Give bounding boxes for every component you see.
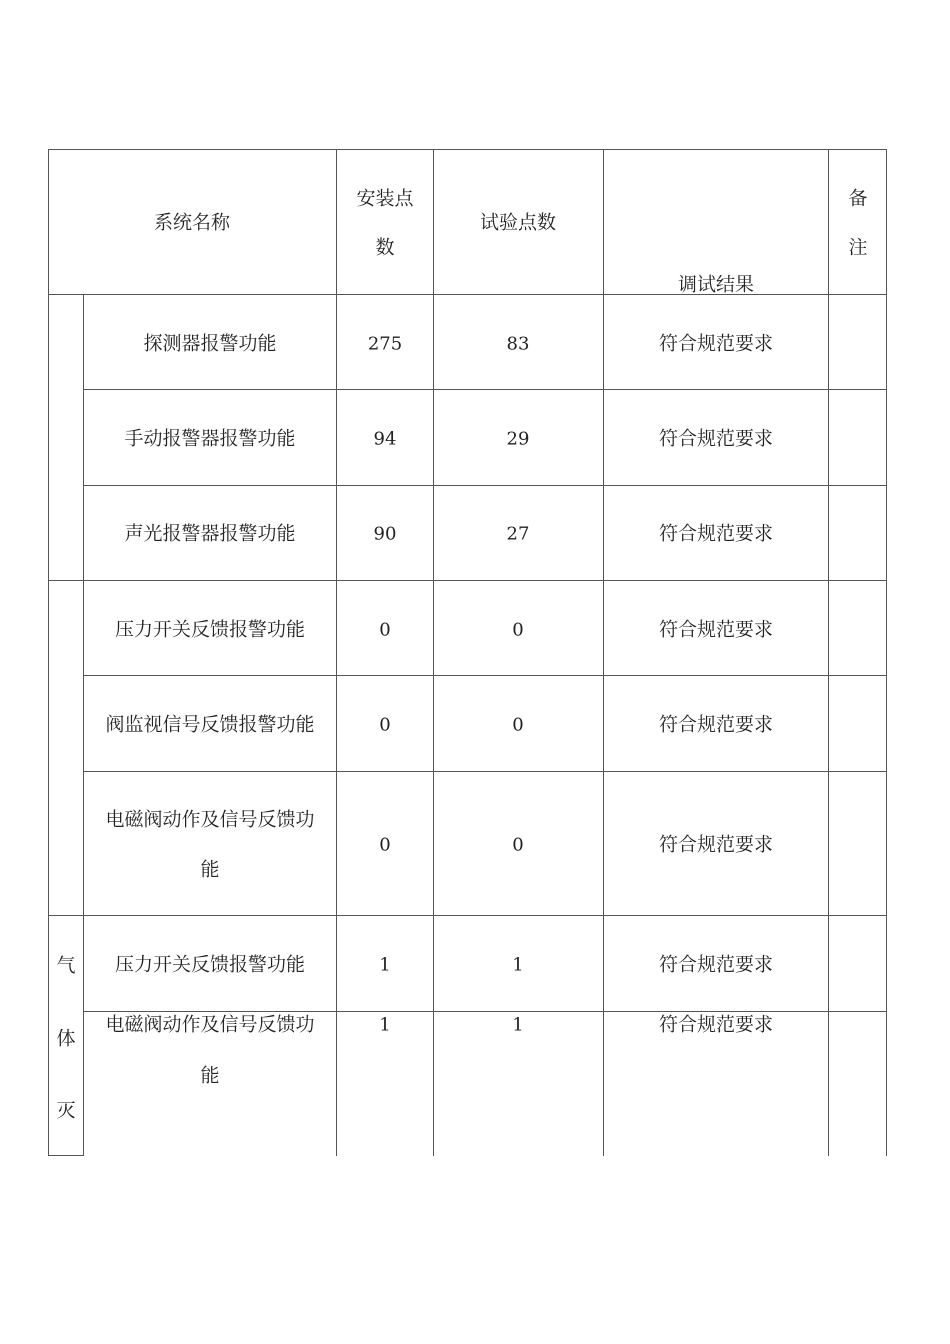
- name-column-line: [336, 149, 337, 1156]
- row-test-count: 1: [512, 954, 524, 976]
- row-name-line1: 电磁阀动作及信号反馈功: [105, 808, 315, 831]
- row-divider: [83, 485, 887, 486]
- row-divider: [83, 389, 887, 390]
- group-label: 气: [56, 954, 76, 977]
- header-system-name: 系统名称: [153, 211, 231, 234]
- row-install-count: 94: [373, 428, 397, 450]
- row-name-line2: 能: [200, 858, 220, 881]
- row-result: 符合规范要求: [658, 1013, 774, 1036]
- row-result: 符合规范要求: [658, 522, 774, 545]
- row-result: 符合规范要求: [658, 427, 774, 450]
- install-column-line: [433, 149, 434, 1156]
- row-test-count: 27: [506, 523, 530, 545]
- row-install-count: 90: [373, 523, 397, 545]
- row-install-count: 275: [367, 333, 403, 355]
- row-install-count: 0: [379, 619, 391, 641]
- row-test-count: 0: [512, 834, 524, 856]
- table-border-right: [886, 149, 887, 1156]
- header-remark-line2: 注: [848, 236, 868, 259]
- row-name: 探测器报警功能: [143, 332, 277, 355]
- row-divider: [83, 675, 887, 676]
- row-name: 阀监视信号反馈报警功能: [105, 713, 315, 736]
- row-test-count: 0: [512, 619, 524, 641]
- table-border-left: [48, 149, 49, 1156]
- row-name: 声光报警器报警功能: [124, 522, 296, 545]
- row-result: 符合规范要求: [658, 713, 774, 736]
- row-test-count: 83: [506, 333, 530, 355]
- row-name-line1: 电磁阀动作及信号反馈功: [105, 1013, 315, 1036]
- group-column-line: [83, 294, 84, 1156]
- test-column-line: [603, 149, 604, 1156]
- row-install-count: 1: [379, 1014, 391, 1036]
- row-test-count: 1: [512, 1014, 524, 1036]
- header-remark-line1: 备: [848, 187, 868, 210]
- row-install-count: 0: [379, 834, 391, 856]
- row-name: 手动报警器报警功能: [124, 427, 296, 450]
- header-install-points-line1: 安装点: [356, 187, 414, 210]
- row-result: 符合规范要求: [658, 833, 774, 856]
- row-name-line2: 能: [200, 1064, 220, 1087]
- row-test-count: 0: [512, 714, 524, 736]
- header-bottom-line: [48, 294, 887, 295]
- row-result: 符合规范要求: [658, 953, 774, 976]
- row-divider: [83, 771, 887, 772]
- group-column-bottom: [48, 1155, 83, 1156]
- group-label: 体: [56, 1027, 76, 1050]
- row-name: 压力开关反馈报警功能: [114, 618, 306, 641]
- row-install-count: 0: [379, 714, 391, 736]
- header-test-points: 试验点数: [479, 211, 557, 234]
- table-border-top: [48, 149, 887, 150]
- row-test-count: 29: [506, 428, 530, 450]
- header-install-points-line2: 数: [375, 236, 395, 259]
- result-column-line: [828, 149, 829, 1156]
- group-label: 灭: [56, 1099, 76, 1122]
- row-name: 压力开关反馈报警功能: [114, 953, 306, 976]
- group-divider: [48, 580, 887, 581]
- group-divider: [48, 915, 887, 916]
- row-result: 符合规范要求: [658, 332, 774, 355]
- row-install-count: 1: [379, 954, 391, 976]
- row-result: 符合规范要求: [658, 618, 774, 641]
- header-result: 调试结果: [677, 273, 755, 296]
